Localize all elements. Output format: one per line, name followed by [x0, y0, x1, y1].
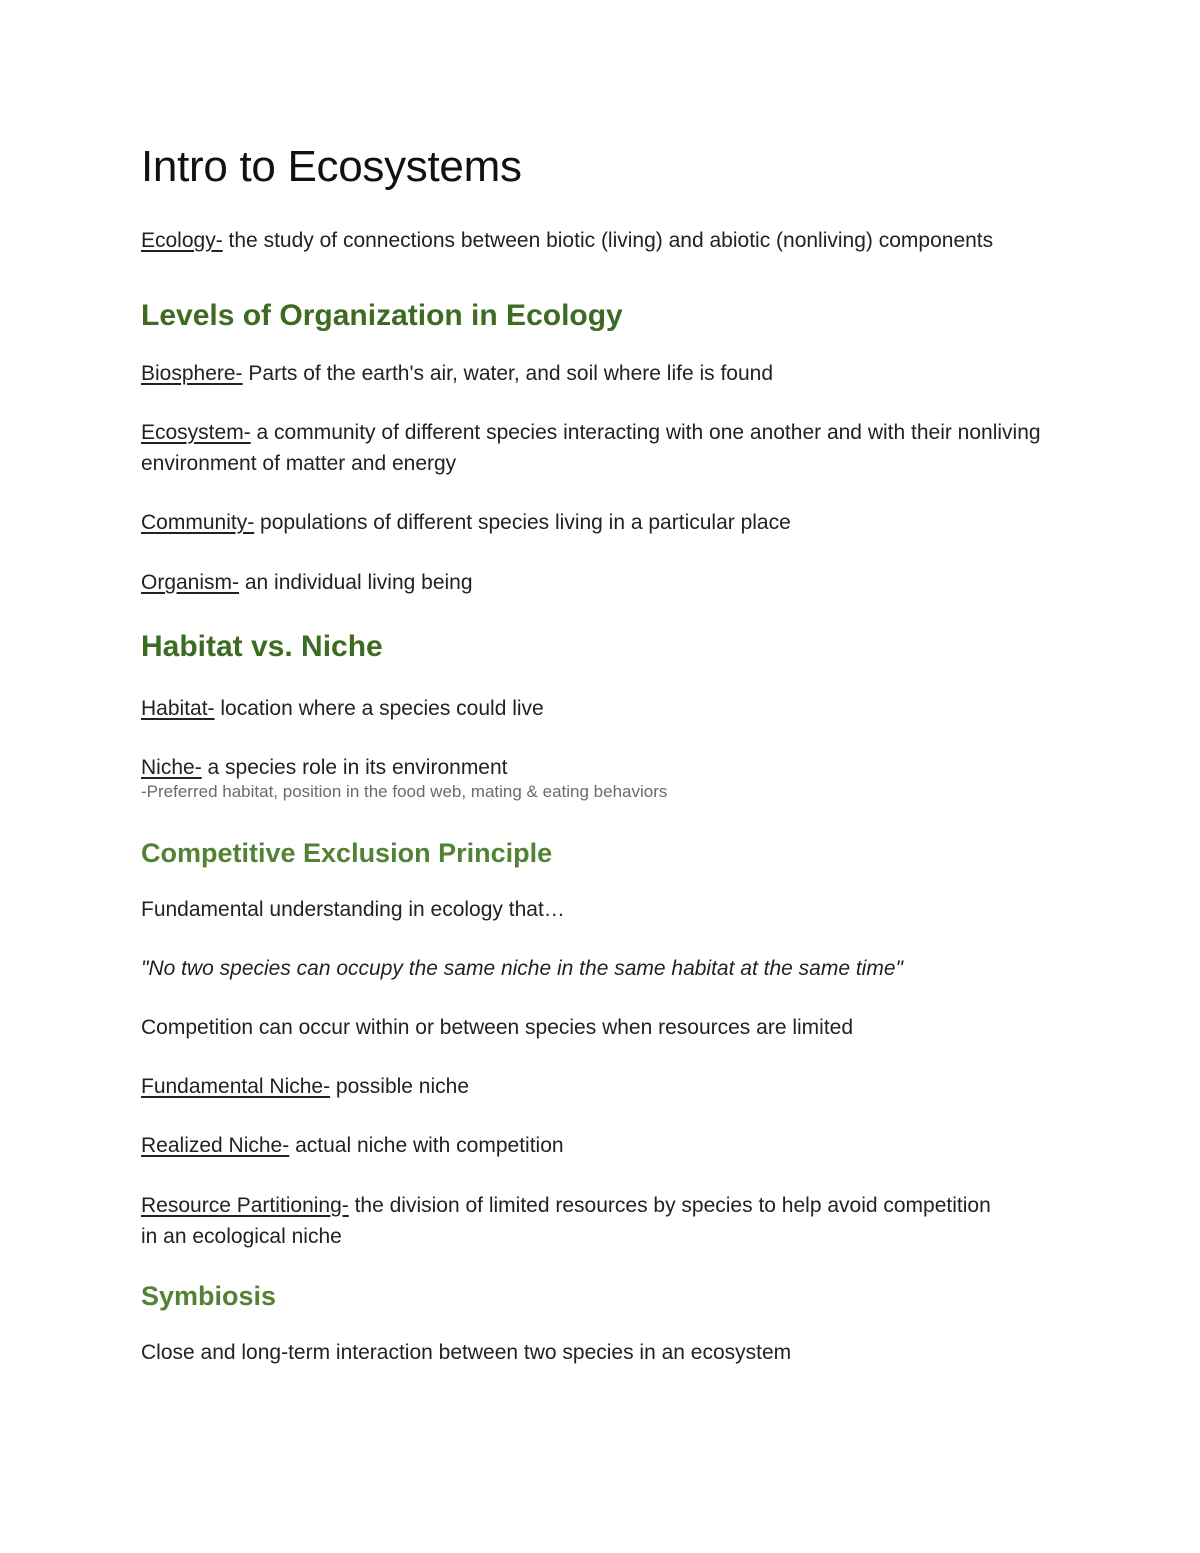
organism-definition [141, 567, 1071, 598]
definition-text: the division of limited resources by species to help avoid competition in an ecological niche [141, 1194, 991, 1248]
term-label: Resource Partitioning- [141, 1194, 349, 1217]
definition-text: an individual living being [239, 571, 473, 594]
resource-partitioning-definition [141, 1190, 1001, 1252]
niche-definition [141, 752, 1071, 783]
section-heading-symbiosis: Symbiosis [141, 1281, 277, 1311]
definition-text: possible niche [330, 1075, 470, 1098]
term-label: Habitat- [141, 697, 215, 720]
page-title: Intro to Ecosystems [141, 142, 522, 191]
term-label: Ecology- [141, 229, 223, 252]
fundamental-niche-definition [141, 1071, 1071, 1102]
ecosystem-definition [141, 417, 1071, 479]
niche-note: -Preferred habitat, position in the food web, mating & eating behaviors [141, 782, 668, 801]
competition-text: Competition can occur within or between species when resources are limited [141, 1016, 854, 1039]
habitat-definition [141, 693, 1071, 724]
definition-text: a community of different species interacting with one another and with their nonliving environment of matter and energy [141, 421, 1041, 475]
term-label: Community- [141, 511, 255, 534]
section-heading-levels: Levels of Organization in Ecology [141, 299, 623, 332]
definition-text: the study of connections between biotic (living) and abiotic (nonliving) components [222, 229, 994, 252]
ecology-definition [141, 225, 1001, 256]
definition-text: a species role in its environment [201, 756, 508, 779]
term-label: Realized Niche- [141, 1134, 290, 1157]
realized-niche-definition [141, 1130, 1071, 1161]
document-page [141, 140, 1071, 1368]
definition-text: Parts of the earth's air, water, and soil where life is found [242, 362, 774, 385]
term-label: Niche- [141, 756, 202, 779]
term-label: Organism- [141, 571, 240, 594]
definition-text: location where a species could live [214, 697, 544, 720]
definition-text: populations of different species living in a particular place [254, 511, 791, 534]
community-definition [141, 507, 1071, 538]
competitive-quote: "No two species can occupy the same niche in the same habitat at the same time" [141, 957, 903, 980]
definition-text: actual niche with competition [289, 1134, 564, 1157]
term-label: Biosphere- [141, 362, 243, 385]
symbiosis-text: Close and long-term interaction between two species in an ecosystem [141, 1341, 792, 1364]
competitive-intro: Fundamental understanding in ecology that… [141, 898, 565, 921]
section-heading-competitive: Competitive Exclusion Principle [141, 838, 553, 868]
term-label: Ecosystem- [141, 421, 251, 444]
term-label: Fundamental Niche- [141, 1075, 331, 1098]
section-heading-habitat: Habitat vs. Niche [141, 630, 383, 663]
biosphere-definition [141, 358, 1071, 389]
